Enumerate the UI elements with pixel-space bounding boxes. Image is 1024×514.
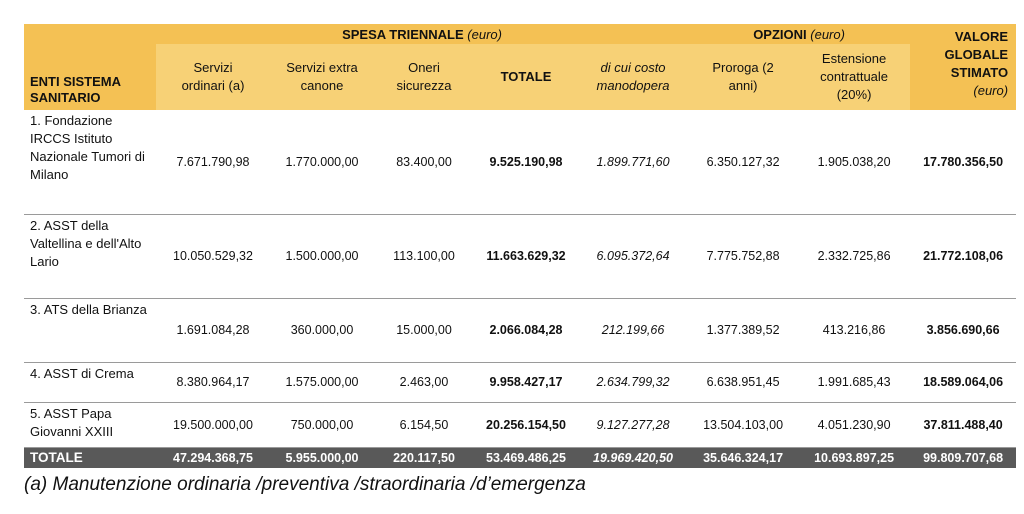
row-name: 5. ASST Papa Giovanni XXIII bbox=[24, 402, 156, 447]
ente-header bbox=[24, 24, 156, 110]
cell-valore: 37.811.488,40 bbox=[910, 402, 1016, 447]
row-name: 3. ATS della Brianza bbox=[24, 298, 156, 362]
cost-table-container bbox=[24, 24, 1009, 468]
col-header-servizi-ordinari: Servizi ordinari (a) bbox=[156, 44, 270, 110]
col-header-manodopera: di cui costo manodopera bbox=[578, 44, 688, 110]
cell-servizi-extra: 1.500.000,00 bbox=[270, 214, 374, 298]
cell-totale: 20.256.154,50 bbox=[474, 402, 578, 447]
ente-header-label: ENTI SISTEMA SANITARIO bbox=[30, 74, 121, 105]
cell-valore: 18.589.064,06 bbox=[910, 362, 1016, 402]
total-valore: 99.809.707,68 bbox=[910, 447, 1016, 468]
table-row bbox=[24, 214, 1016, 298]
table-row bbox=[24, 110, 1016, 214]
col-header-totale: TOTALE bbox=[474, 44, 578, 110]
cell-oneri: 83.400,00 bbox=[374, 110, 474, 214]
opzioni-unit: (euro) bbox=[810, 26, 845, 42]
cell-manodopera: 212.199,66 bbox=[578, 298, 688, 362]
cell-manodopera: 6.095.372,64 bbox=[578, 214, 688, 298]
cell-estensione: 1.905.038,20 bbox=[798, 110, 910, 214]
total-label: TOTALE bbox=[24, 447, 156, 468]
cell-proroga: 6.350.127,32 bbox=[688, 110, 798, 214]
cell-manodopera: 9.127.277,28 bbox=[578, 402, 688, 447]
cell-servizi-ordinari: 10.050.529,32 bbox=[156, 214, 270, 298]
cell-totale: 11.663.629,32 bbox=[474, 214, 578, 298]
valore-label: VALORE GLOBALE STIMATO bbox=[944, 29, 1009, 80]
cell-estensione: 1.991.685,43 bbox=[798, 362, 910, 402]
table-row bbox=[24, 298, 1016, 362]
total-oneri: 220.117,50 bbox=[374, 447, 474, 468]
total-servizi-extra: 5.955.000,00 bbox=[270, 447, 374, 468]
col-header-estensione: Estensione contrattuale (20%) bbox=[798, 44, 910, 110]
cost-table bbox=[24, 24, 1016, 468]
total-proroga: 35.646.324,17 bbox=[688, 447, 798, 468]
cell-servizi-extra: 750.000,00 bbox=[270, 402, 374, 447]
valore-unit: (euro) bbox=[973, 83, 1009, 98]
cell-manodopera: 2.634.799,32 bbox=[578, 362, 688, 402]
row-name: 1. Fondazione IRCCS Istituto Nazionale Tumori di Milano bbox=[24, 110, 156, 214]
total-servizi-ordinari: 47.294.368,75 bbox=[156, 447, 270, 468]
valore-header bbox=[910, 24, 1016, 110]
cell-estensione: 413.216,86 bbox=[798, 298, 910, 362]
cell-servizi-ordinari: 7.671.790,98 bbox=[156, 110, 270, 214]
cell-valore: 3.856.690,66 bbox=[910, 298, 1016, 362]
header-row-groups bbox=[24, 24, 1016, 44]
cell-proroga: 1.377.389,52 bbox=[688, 298, 798, 362]
cell-servizi-extra: 1.770.000,00 bbox=[270, 110, 374, 214]
cell-oneri: 15.000,00 bbox=[374, 298, 474, 362]
total-estensione: 10.693.897,25 bbox=[798, 447, 910, 468]
cell-estensione: 4.051.230,90 bbox=[798, 402, 910, 447]
cell-oneri: 2.463,00 bbox=[374, 362, 474, 402]
cell-servizi-extra: 1.575.000,00 bbox=[270, 362, 374, 402]
row-name: 2. ASST della Valtellina e dell'Alto Lario bbox=[24, 214, 156, 298]
cell-oneri: 113.100,00 bbox=[374, 214, 474, 298]
cell-servizi-ordinari: 8.380.964,17 bbox=[156, 362, 270, 402]
opzioni-label: OPZIONI bbox=[753, 26, 807, 42]
table-row bbox=[24, 402, 1016, 447]
cell-proroga: 13.504.103,00 bbox=[688, 402, 798, 447]
spesa-label: SPESA TRIENNALE bbox=[342, 26, 464, 42]
col-header-oneri: Oneri sicurezza bbox=[374, 44, 474, 110]
cell-estensione: 2.332.725,86 bbox=[798, 214, 910, 298]
opzioni-group-header bbox=[688, 24, 910, 44]
cell-valore: 21.772.108,06 bbox=[910, 214, 1016, 298]
cell-servizi-extra: 360.000,00 bbox=[270, 298, 374, 362]
col-header-servizi-extra: Servizi extra canone bbox=[270, 44, 374, 110]
cell-servizi-ordinari: 19.500.000,00 bbox=[156, 402, 270, 447]
cell-oneri: 6.154,50 bbox=[374, 402, 474, 447]
cell-totale: 9.958.427,17 bbox=[474, 362, 578, 402]
total-row bbox=[24, 447, 1016, 468]
spesa-group-header bbox=[156, 24, 688, 44]
cell-proroga: 6.638.951,45 bbox=[688, 362, 798, 402]
cell-servizi-ordinari: 1.691.084,28 bbox=[156, 298, 270, 362]
col-header-proroga: Proroga (2 anni) bbox=[688, 44, 798, 110]
cell-totale: 2.066.084,28 bbox=[474, 298, 578, 362]
cell-valore: 17.780.356,50 bbox=[910, 110, 1016, 214]
cell-proroga: 7.775.752,88 bbox=[688, 214, 798, 298]
table-row bbox=[24, 362, 1016, 402]
spesa-unit: (euro) bbox=[467, 26, 502, 42]
cell-manodopera: 1.899.771,60 bbox=[578, 110, 688, 214]
header-row-columns bbox=[24, 44, 1016, 110]
cell-totale: 9.525.190,98 bbox=[474, 110, 578, 214]
row-name: 4. ASST di Crema bbox=[24, 362, 156, 402]
footnote: (a) Manutenzione ordinaria /preventiva /straordinaria /d’emergenza bbox=[24, 474, 586, 495]
total-manodopera: 19.969.420,50 bbox=[578, 447, 688, 468]
total-totale: 53.469.486,25 bbox=[474, 447, 578, 468]
